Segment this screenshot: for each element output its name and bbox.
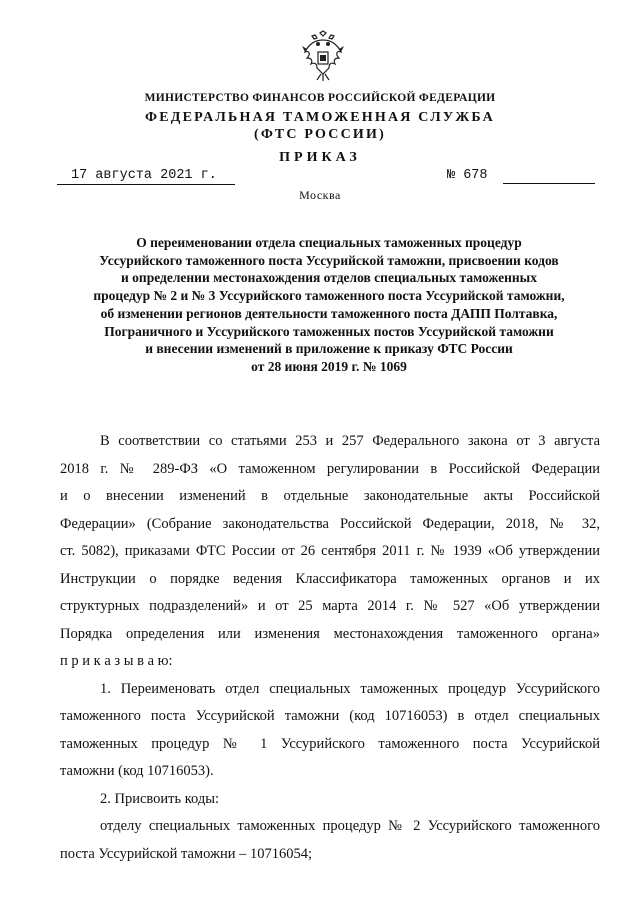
body-line: Инструкции о порядке ведения Классификатора таможенных органов и их bbox=[60, 570, 600, 587]
body-line-orders: п р и к а з ы в а ю: bbox=[60, 653, 173, 669]
body-line: поста Уссурийской таможни – 10716054; bbox=[60, 845, 313, 862]
title-line: об изменении регионов деятельности таможенного поста ДАПП Полтавка, bbox=[100, 305, 558, 321]
title-line: Уссурийского таможенного поста Уссурийской таможни, присвоении кодов bbox=[99, 252, 559, 268]
body-line: таможенных процедур № 1 Уссурийского таможенного поста Уссурийской bbox=[60, 735, 600, 752]
service-name-line: ФЕДЕРАЛЬНАЯ ТАМОЖЕННАЯ СЛУЖБА bbox=[145, 110, 495, 125]
body-line: таможни (код 10716053). bbox=[60, 763, 214, 779]
order-date: 17 августа 2021 г. bbox=[57, 167, 235, 185]
body-line: 2. Присвоить коды: bbox=[100, 790, 220, 807]
document-type: ПРИКАЗ bbox=[279, 150, 361, 165]
title-line: процедур № 2 и № 3 Уссурийского таможенного поста Уссурийской таможни, bbox=[93, 288, 565, 304]
order-number-field bbox=[447, 167, 595, 184]
order-body bbox=[60, 428, 600, 868]
title-line: от 28 июня 2019 г. № 1069 bbox=[251, 358, 407, 374]
body-line: В соответствии со статьями 253 и 257 Федерального закона от 3 августа bbox=[100, 433, 600, 449]
body-line: 2018 г. № 289-ФЗ «О таможенном регулировании в Российской Федерации bbox=[60, 460, 600, 477]
russian-coat-of-arms-icon bbox=[301, 30, 345, 84]
body-line: Порядка определения или изменения местонахождения таможенного органа» bbox=[60, 625, 600, 642]
title-line: и внесении изменений в приложение к приказу ФТС России bbox=[145, 341, 513, 357]
service-name bbox=[0, 109, 640, 143]
order-title bbox=[60, 234, 598, 376]
body-line: и о внесении изменений в отдельные законодательные акты Российской bbox=[60, 488, 600, 504]
ministry-name: МИНИСТЕРСТВО ФИНАНСОВ РОССИЙСКОЙ ФЕДЕРАЦИИ bbox=[144, 92, 496, 104]
body-line: Федерации» (Собрание законодательства Российской Федерации, 2018, № 32, bbox=[60, 515, 600, 532]
number-underline bbox=[503, 183, 595, 184]
body-line: ст. 5082), приказами ФТС России от 26 сентября 2011 г. № 1939 «Об утверждении bbox=[60, 543, 600, 559]
city: Москва bbox=[299, 188, 341, 202]
title-line: Пограничного и Уссурийского таможенных постов Уссурийской таможни bbox=[104, 323, 554, 339]
body-line: структурных подразделений» и от 25 марта 2014 г. № 527 «Об утверждении bbox=[60, 598, 600, 614]
body-line: таможенного поста Уссурийской таможни (код 10716053) в отдел специальных bbox=[60, 708, 600, 724]
order-number: № 678 bbox=[447, 168, 488, 183]
title-line: О переименовании отдела специальных таможенных процедур bbox=[136, 235, 522, 250]
body-line: 1. Переименовать отдел специальных таможенных процедур Уссурийского bbox=[100, 680, 600, 697]
title-line: и определении местонахождения отделов специальных таможенных bbox=[121, 270, 537, 286]
body-line: отделу специальных таможенных процедур № 2 Уссурийского таможенного bbox=[100, 818, 600, 834]
service-abbreviation: (ФТС РОССИИ) bbox=[254, 127, 386, 142]
